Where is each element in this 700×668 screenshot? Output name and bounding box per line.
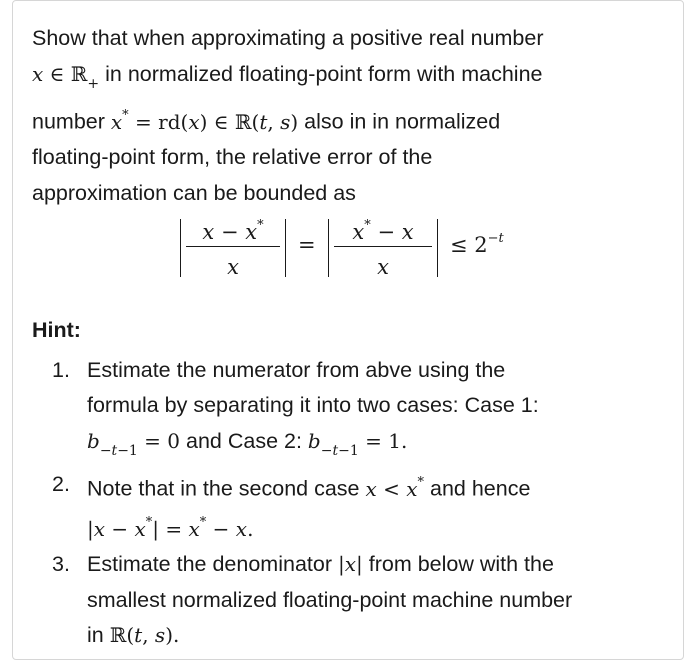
hint-1-line-2: formula by separating it into two cases: Case 1: [87, 393, 539, 418]
problem-text-1: Show that when approximating a positive real number [32, 26, 544, 50]
hint-item-1 [32, 353, 672, 468]
equals-sign: = [298, 233, 316, 258]
hint-3-line-1 [87, 547, 672, 583]
hint-2-text-1a: Note that in the second case [87, 476, 366, 501]
problem-text-2: in normalized floating-point form with machine [99, 61, 543, 86]
hint-2-line-2 [87, 507, 672, 547]
hint-3-text-1b: from below with the [362, 552, 554, 577]
hint-number-2: 2. [52, 472, 70, 497]
abs-bar-left-2 [328, 219, 329, 277]
hint-number-1: 1. [52, 357, 70, 382]
math-machine-number: x* = rd(x) ∈ ℝ(t, s) [110, 108, 299, 134]
hint-2-line-1 [87, 467, 672, 507]
fraction-2: x* − x x [334, 213, 432, 282]
problem-text-5: approximation can be bounded as [32, 180, 356, 205]
hint-3-line-3 [87, 618, 672, 654]
problem-line-2 [32, 57, 672, 101]
abs-bar-right-1 [285, 219, 286, 277]
math-x-in-rplus: x ∈ ℝ$_+$ [32, 61, 100, 92]
math-case-1: $b_{-t-1} = 0$ [87, 428, 181, 459]
problem-line-4 [32, 140, 672, 176]
relative-error-bound [32, 213, 672, 291]
hint-1-line-1: Estimate the numerator from abve using the [87, 357, 506, 382]
math-case-2: $b_{-t-1} = 1$. [307, 428, 408, 459]
problem-line-1 [32, 21, 672, 57]
question-card [12, 0, 684, 660]
hint-2-text-1b: and hence [424, 476, 531, 501]
fraction-1: x − x* x [186, 213, 280, 282]
hint-title: Hint: [32, 318, 81, 343]
problem-line-5 [32, 176, 672, 212]
hint-1-line-3 [87, 424, 672, 468]
hint-1-text-3: and Case 2: [180, 428, 308, 453]
bound-term: ≤ $2^{-t}$ [450, 231, 504, 258]
abs-bar-left-1 [180, 219, 181, 277]
hint-item-2 [32, 467, 672, 547]
hint-3-text-1a: Estimate the denominator [87, 552, 338, 577]
math-x-less-xstar: x < x* [365, 475, 425, 501]
math-abs-x: |x| [337, 552, 363, 577]
math-abs-identity: |x − x*| = x* − x. [87, 515, 254, 541]
hint-3-text-3a: in [87, 623, 110, 648]
hint-item-3 [32, 547, 672, 654]
problem-text-4: floating-point form, the relative error of the [32, 145, 433, 170]
question-content [32, 21, 672, 654]
problem-text-3b: also in in normalized [298, 109, 501, 134]
hint-list [32, 353, 672, 654]
math-r-t-s: ℝ(t, s). [109, 623, 180, 648]
abs-bar-right-2 [437, 219, 438, 277]
hint-number-3: 3. [52, 552, 70, 577]
hint-3-line-2: smallest normalized floating-point machine number [87, 587, 573, 612]
problem-line-3 [32, 100, 672, 140]
problem-text-3a: number [32, 109, 111, 134]
